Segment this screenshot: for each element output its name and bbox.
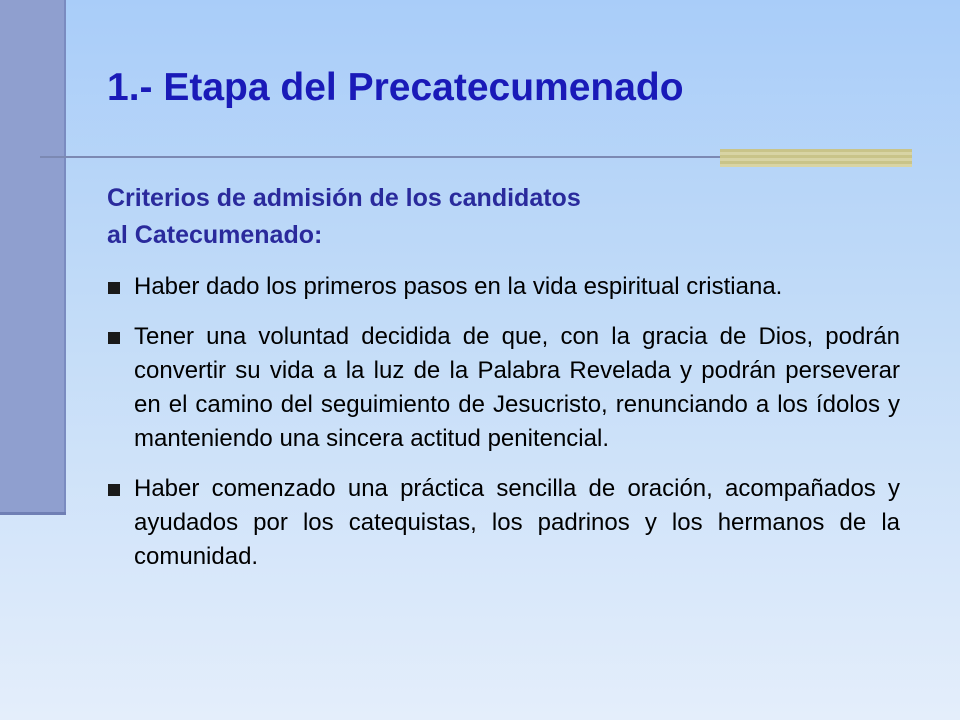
list-item (107, 472, 900, 574)
list-item (107, 320, 900, 456)
list-item (107, 270, 900, 304)
list-item-text: Tener una voluntad decidida de que, con la gracia de Dios, podrán convertir su vida a la luz de la Palabra Revelada y podrán perseverar en el camino del seguimiento de Jesucristo, renunciando a los ídolos y manteniendo una sincera actitud penitencial. (134, 323, 900, 452)
square-bullet-icon (108, 332, 120, 344)
subtitle-line-1: Criterios de admisión de los candidatos (107, 184, 581, 212)
list-item-text: Haber dado los primeros pasos en la vida espiritual cristiana. (134, 273, 783, 300)
square-bullet-icon (108, 282, 120, 294)
side-decorative-bar (0, 0, 66, 512)
slide-title: 1.- Etapa del Precatecumenado (107, 66, 684, 109)
title-divider-accent (720, 149, 912, 167)
subtitle-line-2: al Catecumenado: (107, 221, 323, 249)
criteria-list (107, 270, 900, 590)
square-bullet-icon (108, 484, 120, 496)
slide-subtitle (107, 180, 807, 254)
list-item-text: Haber comenzado una práctica sencilla de oración, acompañados y ayudados por los catequistas, los padrinos y los hermanos de la comunidad. (134, 475, 900, 570)
